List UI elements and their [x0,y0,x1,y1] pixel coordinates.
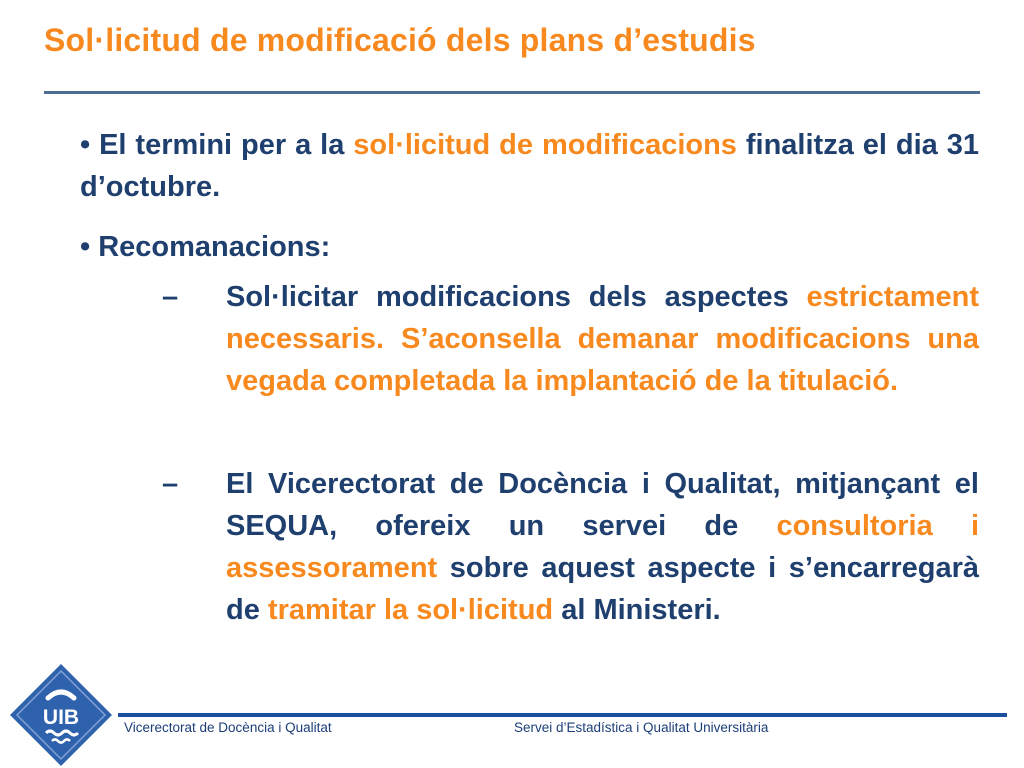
bullet-recomanacions [80,226,979,268]
highlight-text: estrictament necessaris. S’aconsella demanar modificacions una vegada completada la implantació de la titulació. [226,281,979,397]
highlight-text: consultoria i assessorament [226,510,979,584]
sub-bullet-text: al Ministeri. [553,594,721,626]
footer-divider [118,713,1007,717]
logo-text: UIB [42,706,80,729]
sub-bullet-dash: – [162,281,179,313]
uib-logo [8,662,114,768]
bullet-text: El termini per a la [99,129,354,161]
bullet-text: finalitza el dia 31 d’octubre. [80,129,979,203]
title-divider [44,91,980,94]
footer-vicerectorat: Vicerectorat de Docència i Qualitat [124,720,332,735]
sub-bullet-sollicitar [226,276,979,402]
footer-servei: Servei d’Estadística i Qualitat Universitària [514,720,769,735]
bullet-text: Recomanacions: [98,231,331,263]
bullet-termini [80,124,979,208]
highlight-text: tramitar la sol·licitud [267,594,554,626]
sub-bullet-text: sobre aquest aspecte i s’encarregarà de [226,552,979,626]
bullet-marker: • [80,129,91,161]
sub-bullet-text: Sol·licitar modificacions dels aspectes [226,281,807,313]
slide-title: Sol·licitud de modificació dels plans d’estudis [44,22,756,58]
bullet-marker: • [80,231,91,263]
highlight-text: sol·licitud de modificacions [353,129,737,161]
sub-bullet-vicerectorat [226,463,979,631]
sub-bullet-dash: – [162,468,179,500]
sub-bullet-text: El Vicerectorat de Docència i Qualitat, mitjançant el SEQUA, ofereix un servei de [226,468,979,542]
